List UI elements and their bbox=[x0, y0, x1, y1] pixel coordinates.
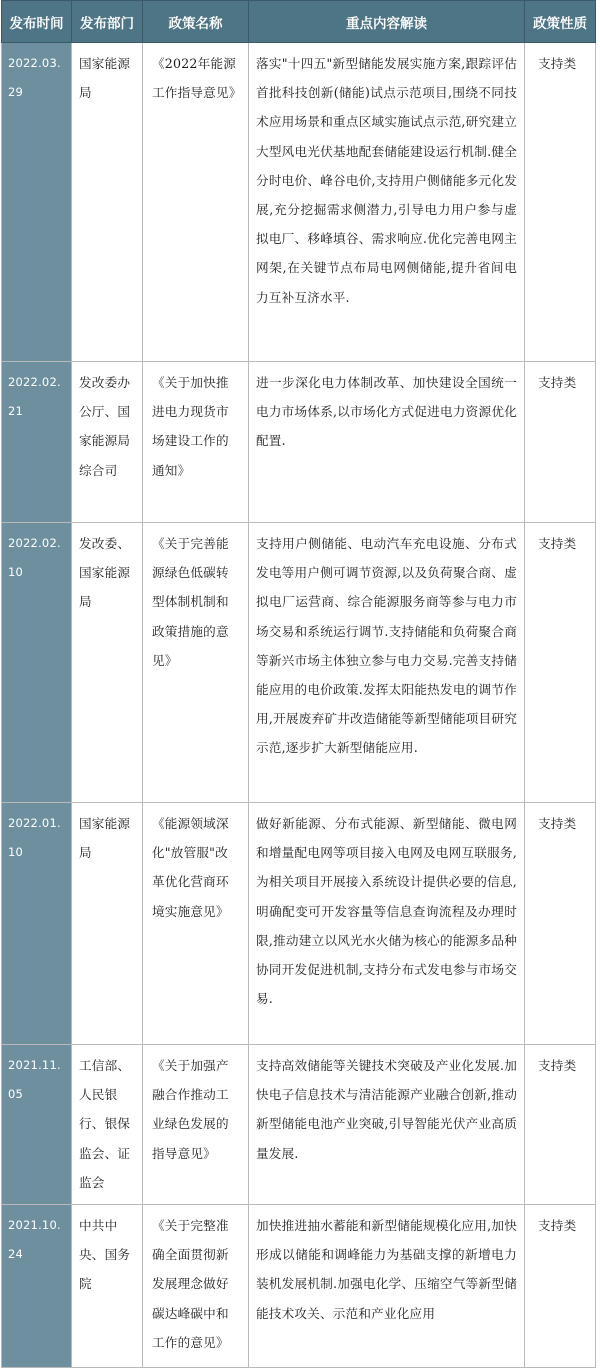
cell-key-content: 支持用户侧储能、电动汽车充电设施、分布式发电等用户侧可调节资源,以及负荷聚合商、虚拟电厂运营商、综合能源服务商等参与电力市场交易和系统运行调节.支持储能和负荷聚合商等新兴市场主体独立参与电力交易.完善支持储能应用的电价政策.发挥太阳能热发电的调节作用,开展废弃矿井改造储能等新型储能项目研究示范,逐步扩大新型储能应用. bbox=[249, 523, 525, 803]
table-row bbox=[2, 43, 596, 362]
cell-policy-nature: 支持类 bbox=[525, 1045, 596, 1205]
header-key-content: 重点内容解读 bbox=[249, 1, 525, 43]
cell-policy-nature: 支持类 bbox=[525, 803, 596, 1045]
table-row bbox=[2, 523, 596, 803]
cell-policy-name: 《关于加强产融合作推动工业绿色发展的指导意见》 bbox=[143, 1045, 249, 1205]
cell-key-content: 进一步深化电力体制改革、加快建设全国统一电力市场体系,以市场化方式促进电力资源优化配置. bbox=[249, 362, 525, 523]
table-header-row bbox=[2, 1, 596, 43]
cell-policy-name: 《关于加快推进电力现货市场建设工作的通知》 bbox=[143, 362, 249, 523]
header-dept: 发布部门 bbox=[72, 1, 143, 43]
cell-dept: 工信部、人民银行、银保监会、证监会 bbox=[72, 1045, 143, 1205]
cell-policy-nature: 支持类 bbox=[525, 362, 596, 523]
cell-key-content: 做好新能源、分布式能源、新型储能、微电网和增量配电网等项目接入电网及电网互联服务,为相关项目开展接入系统设计提供必要的信息,明确配变可开发容量等信息查询流程及办理时限,推动建立以风光水火储为核心的能源多品种协同开发促进机制,支持分布式发电参与市场交易. bbox=[249, 803, 525, 1045]
cell-policy-nature: 支持类 bbox=[525, 1205, 596, 1368]
cell-date: 2022.02.10 bbox=[2, 523, 72, 803]
cell-key-content: 支持高效储能等关键技术突破及产业化发展.加快电子信息技术与清洁能源产业融合创新,推动新型储能电池产业突破,引导智能光伏产业高质量发展. bbox=[249, 1045, 525, 1205]
header-policy-name: 政策名称 bbox=[143, 1, 249, 43]
cell-policy-name: 《2022年能源工作指导意见》 bbox=[143, 43, 249, 362]
cell-policy-nature: 支持类 bbox=[525, 43, 596, 362]
cell-date: 2022.03.29 bbox=[2, 43, 72, 362]
header-policy-nature: 政策性质 bbox=[525, 1, 596, 43]
cell-dept: 国家能源局 bbox=[72, 803, 143, 1045]
cell-policy-nature: 支持类 bbox=[525, 523, 596, 803]
cell-dept: 国家能源局 bbox=[72, 43, 143, 362]
cell-date: 2022.01.10 bbox=[2, 803, 72, 1045]
cell-dept: 发改委、国家能源局 bbox=[72, 523, 143, 803]
cell-dept: 中共中央、国务院 bbox=[72, 1205, 143, 1368]
policy-table bbox=[1, 0, 596, 1368]
table-row bbox=[2, 362, 596, 523]
header-date: 发布时间 bbox=[2, 1, 72, 43]
cell-date: 2022.02.21 bbox=[2, 362, 72, 523]
cell-policy-name: 《能源领域深化"放管服"改革优化营商环境实施意见》 bbox=[143, 803, 249, 1045]
table-row bbox=[2, 1045, 596, 1205]
cell-date: 2021.11.05 bbox=[2, 1045, 72, 1205]
cell-key-content: 落实"十四五"新型储能发展实施方案,跟踪评估首批科技创新(储能)试点示范项目,围绕不同技术应用场景和重点区域实施试点示范,研究建立大型风电光伏基地配套储能建设运行机制.健全分时电价、峰谷电价,支持用户侧储能多元化发展,充分挖掘需求侧潜力,引导电力用户参与虚拟电厂、移峰填谷、需求响应.优化完善电网主网架,在关键节点布局电网侧储能,提升省间电力互补互济水平. bbox=[249, 43, 525, 362]
cell-policy-name: 《关于完善能源绿色低碳转型体制机制和政策措施的意见》 bbox=[143, 523, 249, 803]
table-row bbox=[2, 803, 596, 1045]
cell-policy-name: 《关于完整准确全面贯彻新发展理念做好碳达峰碳中和工作的意见》 bbox=[143, 1205, 249, 1368]
cell-dept: 发改委办公厅、国家能源局综合司 bbox=[72, 362, 143, 523]
cell-key-content: 加快推进抽水蓄能和新型储能规模化应用,加快形成以储能和调峰能力为基础支撑的新增电力装机发展机制.加强电化学、压缩空气等新型储能技术攻关、示范和产业化应用 bbox=[249, 1205, 525, 1368]
cell-date: 2021.10.24 bbox=[2, 1205, 72, 1368]
table-row bbox=[2, 1205, 596, 1368]
